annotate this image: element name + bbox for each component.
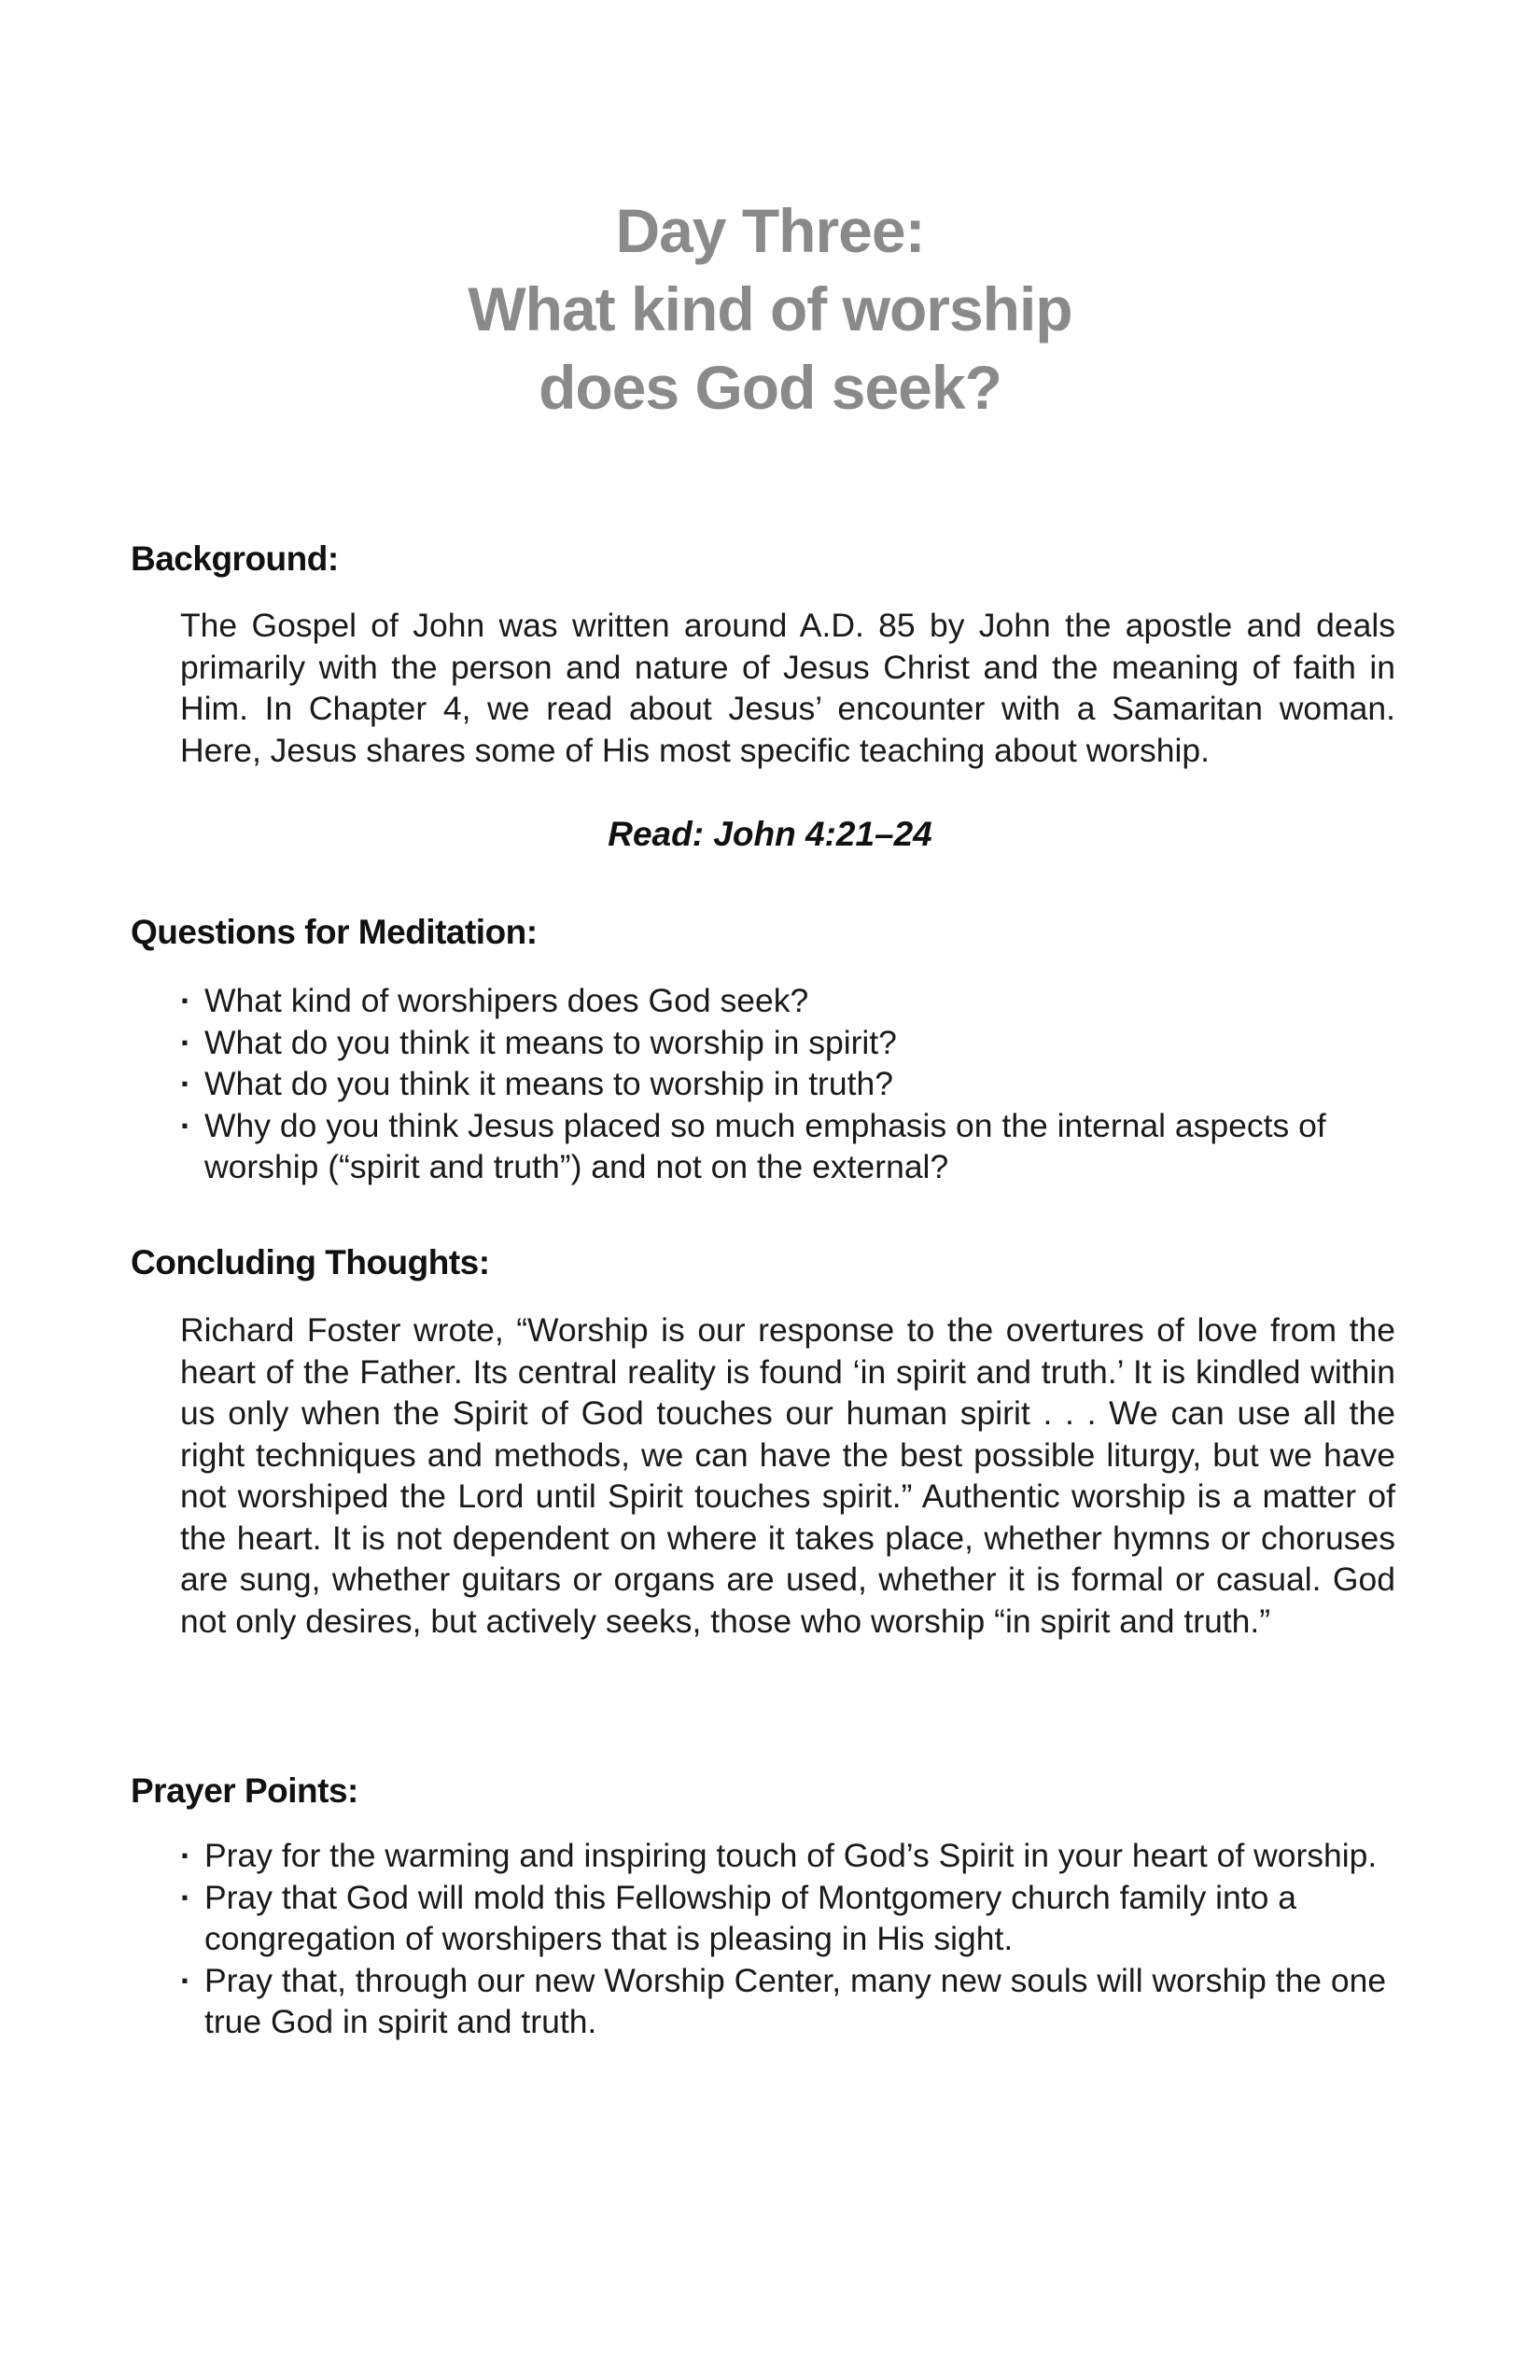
- list-item: · Pray for the warming and inspiring touch of God’s Spirit in your heart of worship.: [180, 1835, 1395, 1877]
- scripture-reading: Read: John 4:21–24: [608, 815, 932, 853]
- list-item: · What do you think it means to worship in truth?: [180, 1063, 1395, 1105]
- prayer-heading: Prayer Points:: [131, 1771, 358, 1810]
- list-item: · What do you think it means to worship in spirit?: [180, 1022, 1395, 1064]
- page-title: [0, 191, 1540, 427]
- concluding-paragraph: Richard Foster wrote, “Worship is our response to the overtures of love from the heart of the Father. Its central reality is found ‘in spirit and truth.’ It is kindled within us only when the Spirit of God touches our human spirit . . . We can use all the right techniques and methods, we can have the best possible liturgy, but we have not worshiped the Lord until Spirit touches spirit.” Authentic worship is a matter of the heart. It is not dependent on where it takes place, whether hymns or choruses are sung, whether guitars or organs are used, whether it is formal or casual. God not only desires, but actively seeks, those who worship “in spirit and truth.”: [180, 1311, 1395, 1640]
- list-item: · Why do you think Jesus placed so much emphasis on the internal aspects of worship (“spirit and truth”) and not on the external?: [180, 1105, 1395, 1188]
- background-paragraph: The Gospel of John was written around A.D. 85 by John the apostle and deals primarily with the person and nature of Jesus Christ and the meaning of faith in Him. In Chapter 4, we read about Jesus’ encounter with a Samaritan woman. Here, Jesus shares some of His most specific teaching about worship.: [180, 607, 1395, 769]
- background-heading: Background:: [131, 539, 339, 578]
- title-line-3: does God seek?: [539, 353, 1001, 422]
- title-line-2: What kind of worship: [468, 274, 1072, 343]
- questions-list: [180, 980, 1395, 1188]
- list-item: · Pray that God will mold this Fellowship of Montgomery church family into a congregation of worshipers that is pleasing in His sight.: [180, 1877, 1395, 1960]
- concluding-heading: Concluding Thoughts:: [131, 1243, 490, 1281]
- title-line-1: Day Three:: [615, 196, 925, 265]
- prayer-list: [180, 1835, 1395, 2043]
- list-item: · Pray that, through our new Worship Center, many new souls will worship the one true God in spirit and truth.: [180, 1960, 1395, 2043]
- questions-heading: Questions for Meditation:: [131, 913, 538, 951]
- list-item: · What kind of worshipers does God seek?: [180, 980, 1395, 1022]
